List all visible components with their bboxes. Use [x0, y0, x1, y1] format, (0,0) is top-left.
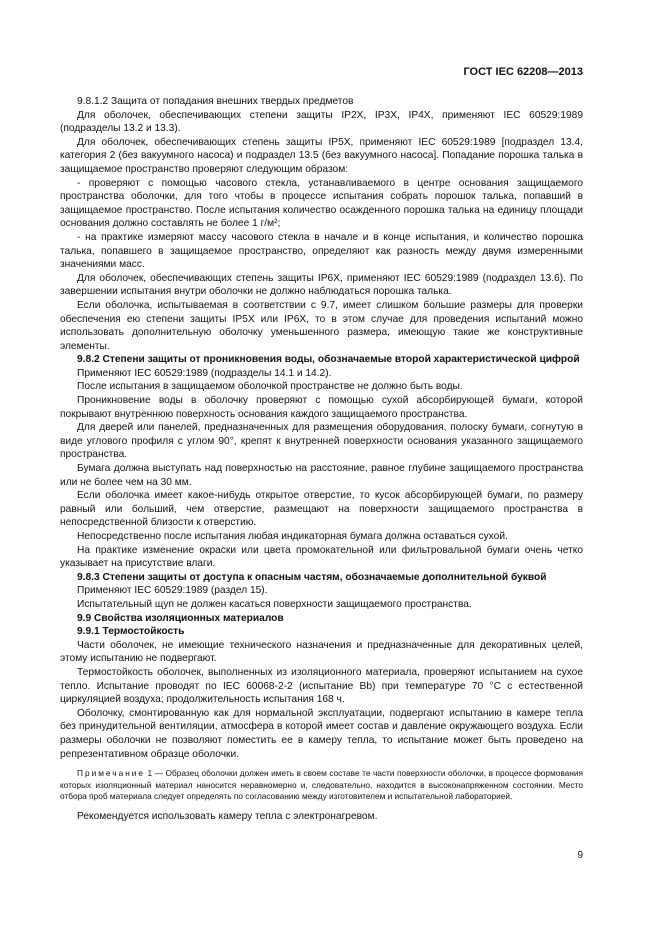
section-heading-9-9: 9.9 Свойства изоляционных материалов — [77, 612, 284, 624]
note-text: 1 — Образец оболочки должен иметь в своем составе те части поверхности оболочки, в процессе формования которых изоляционный материал наносится неравномерно и, следовательно, находится в высоконапряженном состоянии. Место отбора проб материала следует определять по согласованию между изготовителем и испытательной лабораторией. — [60, 768, 583, 802]
page-number: 9 — [577, 850, 583, 861]
paragraph: Для оболочек, обеспечивающих степень защиты IP6X, применяют IEC 60529:1989 (подраздел 13.6). По завершении испытания внутри оболочки не должно наблюдаться порошка талька. — [60, 272, 583, 298]
paragraph: Термостойкость оболочек, выполненных из изоляционного материала, проверяют испытанием на сухое тепло. Испытание проводят по IEC 60068-2-2 (испытание Bb) при температуре 70 °С с естественной циркуляцией воздуха; продолжительность испытания 168 ч. — [60, 666, 583, 706]
paragraph: Применяют IEC 60529:1989 (подразделы 14.1 и 14.2). — [77, 367, 332, 379]
paragraph: Части оболочек, не имеющие технического назначения и предназначенные для декоративных целей, этому испытанию не подвергают. — [60, 639, 583, 665]
paragraph: Для оболочек, обеспечивающих степени защиты IP2X, IP3X, IP4X, применяют IEC 60529:1989 (подразделы 13.2 и 13.3). — [60, 109, 583, 135]
standard-header: ГОСТ IEC 62208—2013 — [463, 66, 583, 78]
section-heading-9-9-1: 9.9.1 Термостойкость — [77, 626, 185, 638]
paragraph: Применяют IEC 60529:1989 (раздел 15). — [77, 585, 268, 597]
paragraph: Для дверей или панелей, предназначенных для размещения оборудования, полоску бумаги, согнутую в виде углового профиля с углом 90°, крепят к внутренней поверхности основания указанного защищаемого пространства. — [60, 422, 583, 461]
document-body — [60, 95, 583, 823]
section-heading-9-8-2: 9.8.2 Степени защиты от проникновения воды, обозначаемые второй характеристической цифрой — [77, 354, 580, 366]
paragraph: Рекомендуется использовать камеру тепла с электронагревом. — [77, 810, 378, 822]
section-heading-9-8-3: 9.8.3 Степени защиты от доступа к опасным частям, обозначаемые дополнительной буквой — [77, 571, 547, 583]
note — [60, 768, 583, 803]
paragraph: Бумага должна выступать над поверхностью на расстояние, равное глубине защищаемого пространства или не более чем на 30 мм. — [60, 463, 583, 488]
paragraph: Оболочку, смонтированную как для нормальной эксплуатации, подвергают испытанию в камере тепла без принудительной вентиляции, атмосфера в которой имеет состав и давление окружающего воздуха. Если размеры оболочки не позволяют поместить ее в камеру тепла, то испытание может быть проведено на репрезентативном образце оболочки. — [60, 707, 583, 760]
paragraph: Испытательный щуп не должен касаться поверхности защищаемого пространства. — [77, 598, 472, 610]
paragraph: Если оболочка, испытываемая в соответствии с 9.7, имеет слишком большие размеры для проверки обеспечения ею степени защиты IP5X или IP6X, то в этом случае для проведения испытаний можно использовать дополнительную оболочку уменьшенного размера, имеющую такие же конструктивные элементы. — [60, 299, 583, 352]
list-item: - на практике измеряют массу часового стекла в начале и в конце испытания, и количество порошка талька, попавшего в защищаемое пространство, определяют как разность между двумя измеренными значениями масс. — [60, 231, 583, 271]
paragraph: На практике изменение окраски или цвета промокательной или фильтровальной бумаги очень четко указывает на присутствие влаги. — [60, 544, 583, 570]
paragraph: Проникновение воды в оболочку проверяют с помощью сухой абсорбирующей бумаги, которой покрывают внутреннюю поверхность основания каждого защищаемого пространства. — [60, 395, 583, 420]
section-heading-9-8-1-2: 9.8.1.2 Защита от попадания внешних твердых предметов — [77, 96, 354, 107]
paragraph: Если оболочка имеет какое-нибудь открытое отверстие, то кусок абсорбирующей бумаги, по размеру равный или больший, чем отверстие, размещают на поверхности защищаемого пространства в непосредственной близости к отверстию. — [60, 490, 583, 529]
paragraph: После испытания в защищаемом оболочкой пространстве не должно быть воды. — [77, 381, 463, 393]
list-item: - проверяют с помощью часового стекла, устанавливаемого в центре основания защищаемого пространства оболочки, для того чтобы в процессе испытания собрать порошок талька, попавший в защищаемое пространство. После испытания количество осажденного порошка талька на единицу площади основания должно составлять не более 1 г/м²; — [60, 177, 583, 230]
paragraph: Непосредственно после испытания любая индикаторная бумага должна оставаться сухой. — [77, 531, 508, 542]
note-lead: Примечание — [77, 768, 146, 779]
paragraph: Для оболочек, обеспечивающих степень защиты IP5X, применяют IEC 60529:1989 [подраздел 13.4, категория 2 (без вакуумного насоса) и подраздел 13.5 (без вакуумного насоса]. Попадание порошка талька в защищаемое пространство проверяют следующим образом: — [60, 136, 583, 175]
